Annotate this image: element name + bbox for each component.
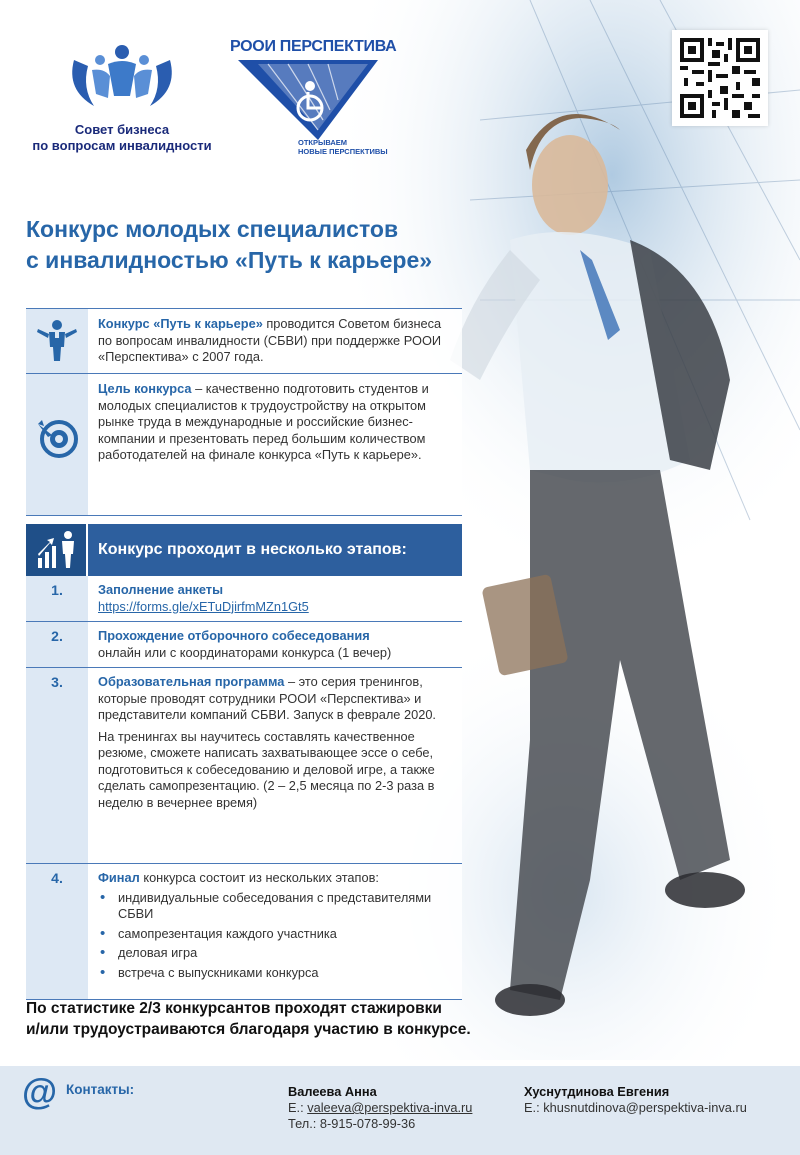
contact-card-valeeva: [288, 1084, 472, 1132]
step-number: 1.: [26, 576, 88, 621]
step-text: конкурса состоит из нескольких этапов:: [139, 870, 379, 885]
info-about-bold: Конкурс «Путь к карьере»: [98, 316, 263, 331]
target-icon: [36, 418, 78, 460]
step-number: 4.: [26, 864, 88, 999]
list-item: • индивидуальные собеседования с представителями СБВИ: [98, 890, 452, 923]
contact-name: Хуснутдинова Евгения: [524, 1084, 670, 1099]
step-content: [88, 668, 462, 863]
presenter-icon: [36, 319, 78, 363]
step-row-2: [26, 622, 462, 668]
info-about-text: проводится Советом бизнеса по вопросам инвалидности (СБВИ) при поддержке РООИ «Перспектива» с 2007 года.: [98, 316, 442, 364]
contacts-label: Контакты:: [66, 1082, 135, 1097]
application-form-link[interactable]: https://forms.gle/xETuDjirfmMZn1Gt5: [98, 598, 309, 614]
stat-line1: По статистике 2/3 конкурсантов проходят стажировки: [26, 1000, 442, 1017]
list-item: • встреча с выпускниками конкурса: [98, 965, 452, 982]
statistics-note: [26, 998, 546, 1040]
info-icon-cell: [26, 309, 88, 373]
career-growth-icon: [36, 530, 80, 570]
rooi-tag-line1: ОТКРЫВАЕМ: [298, 138, 348, 147]
stages-icon-cell: [26, 524, 88, 576]
wheelchair-emblem-icon: [238, 60, 378, 140]
info-goal-bold: Цель конкурса: [98, 381, 192, 396]
contact-card-khusnutdinova: [524, 1084, 747, 1116]
info-table: [26, 308, 462, 1000]
info-text-goal: [88, 374, 462, 515]
rooi-logo-name: РООИ ПЕРСПЕКТИВА: [230, 38, 397, 55]
step-text-details: На тренингах вы научитесь составлять качественное резюме, сможете написать захватывающее эссе о себе, подготовиться к собеседованию и деловой игре, а также сделать самопрезентацию. (2 – 2,5 месяца по 2-3 раза в неделю в вечернее время): [98, 728, 435, 810]
step-row-1: [26, 576, 462, 622]
contacts-footer: [0, 1066, 800, 1155]
step-text: онлайн или с координаторами конкурса (1 вечер): [98, 644, 392, 660]
title-line2: с инвалидностью «Путь к карьере»: [26, 247, 433, 273]
rooi-logo: [228, 36, 397, 166]
info-row-about: [26, 308, 462, 374]
rooi-tag-line2: НОВЫЕ ПЕРСПЕКТИВЫ: [298, 147, 388, 156]
info-row-goal: [26, 374, 462, 516]
contact-phone: Тел.: 8-915-078-99-36: [288, 1116, 416, 1131]
contact-email: khusnutdinova@perspektiva-inva.ru: [543, 1100, 747, 1115]
step-title: Финал: [98, 870, 140, 885]
step-row-3: [26, 668, 462, 864]
stat-line2: и/или трудоустраиваются благодаря участию в конкурсе.: [26, 1021, 471, 1038]
page-title: [26, 214, 526, 276]
sbvi-logo: [22, 40, 222, 165]
email-prefix: E.:: [524, 1100, 544, 1115]
list-item: • самопрезентация каждого участника: [98, 926, 452, 943]
email-prefix: E.:: [288, 1100, 308, 1115]
step-title: Заполнение анкеты: [98, 582, 224, 597]
title-line1: Конкурс молодых специалистов: [26, 216, 399, 242]
step-text: – это серия тренингов, которые проводят сотрудники РООИ «Перспектива» и представители компаний СБВИ. Запуск в феврале 2020.: [98, 674, 436, 722]
step-number: 2.: [26, 622, 88, 667]
at-sign-icon: @: [22, 1071, 58, 1112]
stages-heading-bar: [26, 524, 462, 576]
step-content: [88, 576, 319, 621]
step-title: Прохождение отборочного собеседования: [98, 628, 370, 643]
sbvi-caption-line1: Совет бизнеса: [74, 122, 170, 137]
list-item: • деловая игра: [98, 945, 452, 962]
contact-email-link[interactable]: valeeva@perspektiva-inva.ru: [307, 1100, 473, 1115]
step-row-4: [26, 864, 462, 1000]
step-content: [88, 864, 462, 999]
step-number: 3.: [26, 668, 88, 863]
qr-code: [672, 30, 768, 126]
contact-name: Валеева Анна: [288, 1084, 377, 1099]
info-text-about: [88, 309, 462, 373]
info-goal-text: – качественно подготовить студентов и молодых специалистов к трудоустройству на открытом рынке труда в международные и российские бизнес-компании и презентовать перед большим количеством работодателей на финале конкурса «Путь к карьере».: [98, 381, 429, 462]
step-title: Образовательная программа: [98, 674, 285, 689]
qr-code-icon: [680, 38, 760, 118]
info-icon-cell: [26, 374, 88, 515]
stages-heading: Конкурс проходит в несколько этапов:: [98, 541, 407, 558]
sbvi-caption-line2: по вопросам инвалидности: [32, 138, 212, 153]
sbvi-emblem-icon: [64, 40, 180, 118]
final-stages-list: [98, 890, 452, 982]
step-content: [88, 622, 401, 667]
